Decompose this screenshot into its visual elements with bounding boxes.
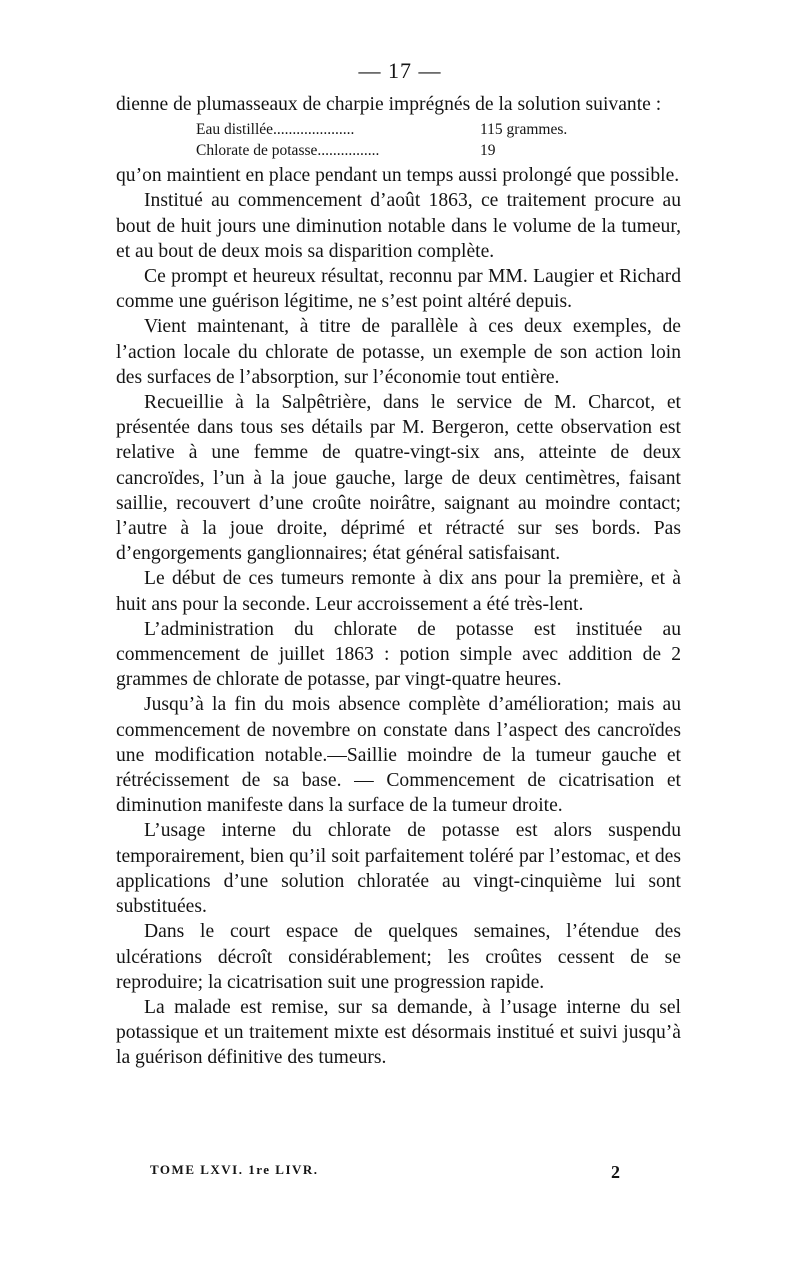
paragraph: Jusqu’à la fin du mois absence complète d’amélioration; mais au commencement de novembre on constate dans l’aspect des cancroïdes une modification notable.—Saillie moindre de la tumeur gauche et rétrécissement de sa base. — Commencement de cicatrisation et diminution manifeste dans la surface de la tumeur droite.	[116, 694, 681, 817]
recipe-table	[116, 119, 681, 161]
page-number: — 17 —	[358, 58, 442, 83]
paragraph: Ce prompt et heureux résultat, reconnu par MM. Laugier et Richard comme une guérison légitime, ne s’est point altéré depuis.	[116, 266, 681, 313]
recipe-quantity: 115 grammes.	[480, 121, 568, 139]
paragraph: qu’on maintient en place pendant un temps aussi prolongé que possible.	[116, 165, 680, 187]
body-text	[116, 92, 681, 1071]
recipe-quantity: 19	[480, 142, 496, 160]
recipe-row	[116, 119, 681, 140]
volume-label: TOME LXVI. 1re LIVR.	[150, 1162, 319, 1177]
paragraph: Le début de ces tumeurs remonte à dix ans pour la première, et à huit ans pour la seconde. Leur accroissement a été très-lent.	[116, 568, 681, 615]
recipe-row	[116, 140, 681, 161]
recipe-ingredient: Eau distillée.....................	[196, 121, 355, 139]
recipe-ingredient: Chlorate de potasse................	[196, 142, 380, 160]
paragraph: La malade est remise, sur sa demande, à l’usage interne du sel potassique et un traitement mixte est désormais institué et suivi jusqu’à la guérison définitive des tumeurs.	[116, 996, 681, 1069]
paragraph: Recueillie à la Salpêtrière, dans le service de M. Charcot, et présentée dans tous ses détails par M. Bergeron, cette observation est relative à une femme de quatre-vingt-six ans, atteinte de deux cancroïdes, l’un à la joue gauche, large de deux centimètres, faisant saillie, recouvert d’une croûte noirâtre, saignant au moindre contact; l’autre à la joue droite, déprimé et rétracté sur ses bords. Pas d’engorgements ganglionnaires; état général satisfaisant.	[116, 392, 681, 565]
paragraph: Dans le court espace de quelques semaines, l’étendue des ulcérations décroît considérablement; les croûtes cessent de se reproduire; la cicatrisation suit une progression rapide.	[116, 921, 681, 993]
paragraph: Institué au commencement d’août 1863, ce traitement procure au bout de huit jours une diminution notable dans le volume de la tumeur, et au bout de deux mois sa disparition complète.	[116, 190, 681, 262]
paragraph: Vient maintenant, à titre de parallèle à ces deux exemples, de l’action locale du chlorate de potasse, un exemple de son action loin des surfaces de l’absorption, sur l’économie tout entière.	[116, 316, 681, 388]
signature-mark: 2	[611, 1162, 620, 1182]
paragraph: L’administration du chlorate de potasse est instituée au commencement de juillet 1863 : potion simple avec addition de 2 grammes de chlorate de potasse, par vingt-quatre heures.	[116, 618, 681, 691]
footer	[150, 1162, 620, 1183]
paragraph: dienne de plumasseaux de charpie imprégnés de la solution suivante :	[116, 94, 662, 115]
paragraph: L’usage interne du chlorate de potasse est alors suspendu temporairement, bien qu’il soit parfaitement toléré par l’estomac, et des applications d’une solution chloratée au vingt-cinquième lui sont substituées.	[116, 820, 681, 918]
